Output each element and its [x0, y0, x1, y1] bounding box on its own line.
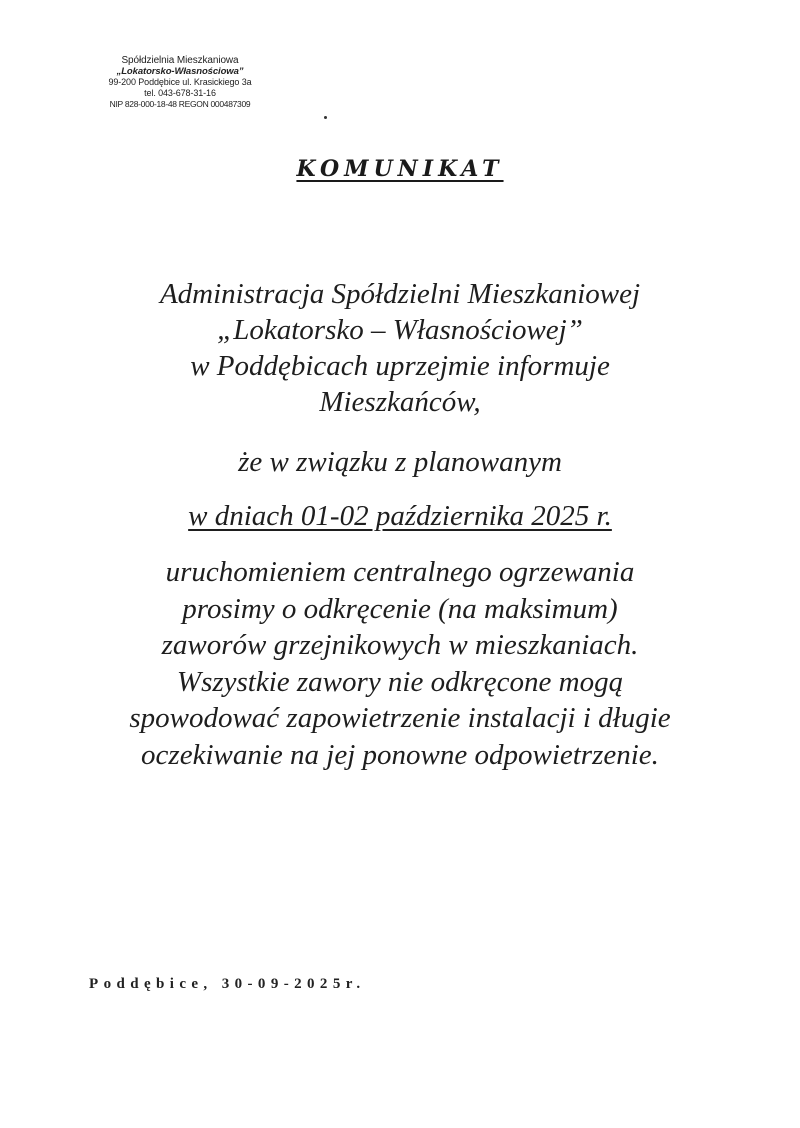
message-line: Wszystkie zawory nie odkręcone mogą	[176, 665, 624, 698]
stamp-phone: tel. 043-678-31-16	[144, 88, 216, 98]
message-line: oczekiwanie na jej ponowne odpowietrzenie.	[141, 738, 659, 771]
stamp-tax-ids: NIP 828-000-18-48 REGON 000487309	[109, 99, 251, 109]
place-and-date: Poddębice, 30-09-2025r.	[89, 976, 366, 992]
intro-line: Administracja Spółdzielni Mieszkaniowej	[159, 278, 641, 310]
intro-line: Mieszkańców,	[319, 386, 481, 418]
stamp-org-subtitle: „Lokatorsko-Własnościowa”	[116, 66, 244, 77]
date-line: w dniach 01-02 października 2025 r.	[188, 500, 612, 532]
intro-line: w Poddębicach uprzejmie informuje	[190, 350, 610, 382]
message-line: spowodować zapowietrzenie instalacji i długie	[129, 702, 671, 734]
stamp-address: 99-200 Poddębice ul. Krasickiego 3a	[108, 77, 252, 87]
intro-line: „Lokatorsko – Własnościowej”	[217, 314, 583, 346]
date-paragraph	[0, 498, 800, 534]
context-paragraph	[0, 444, 800, 480]
stamp-org-name: Spółdzielnia Mieszkaniowa	[121, 55, 239, 66]
ink-speck	[324, 116, 327, 119]
context-line: że w związku z planowanym	[238, 446, 562, 478]
page-title-text: KOMUNIKAT	[296, 156, 504, 182]
organization-stamp	[80, 55, 280, 110]
message-paragraph	[0, 554, 800, 773]
page-title	[0, 156, 800, 182]
intro-paragraph	[0, 276, 800, 420]
message-line: uruchomieniem centralnego ogrzewania	[165, 556, 635, 588]
message-line: prosimy o odkręcenie (na maksimum)	[182, 592, 618, 625]
message-line: zaworów grzejnikowych w mieszkaniach.	[161, 629, 639, 661]
